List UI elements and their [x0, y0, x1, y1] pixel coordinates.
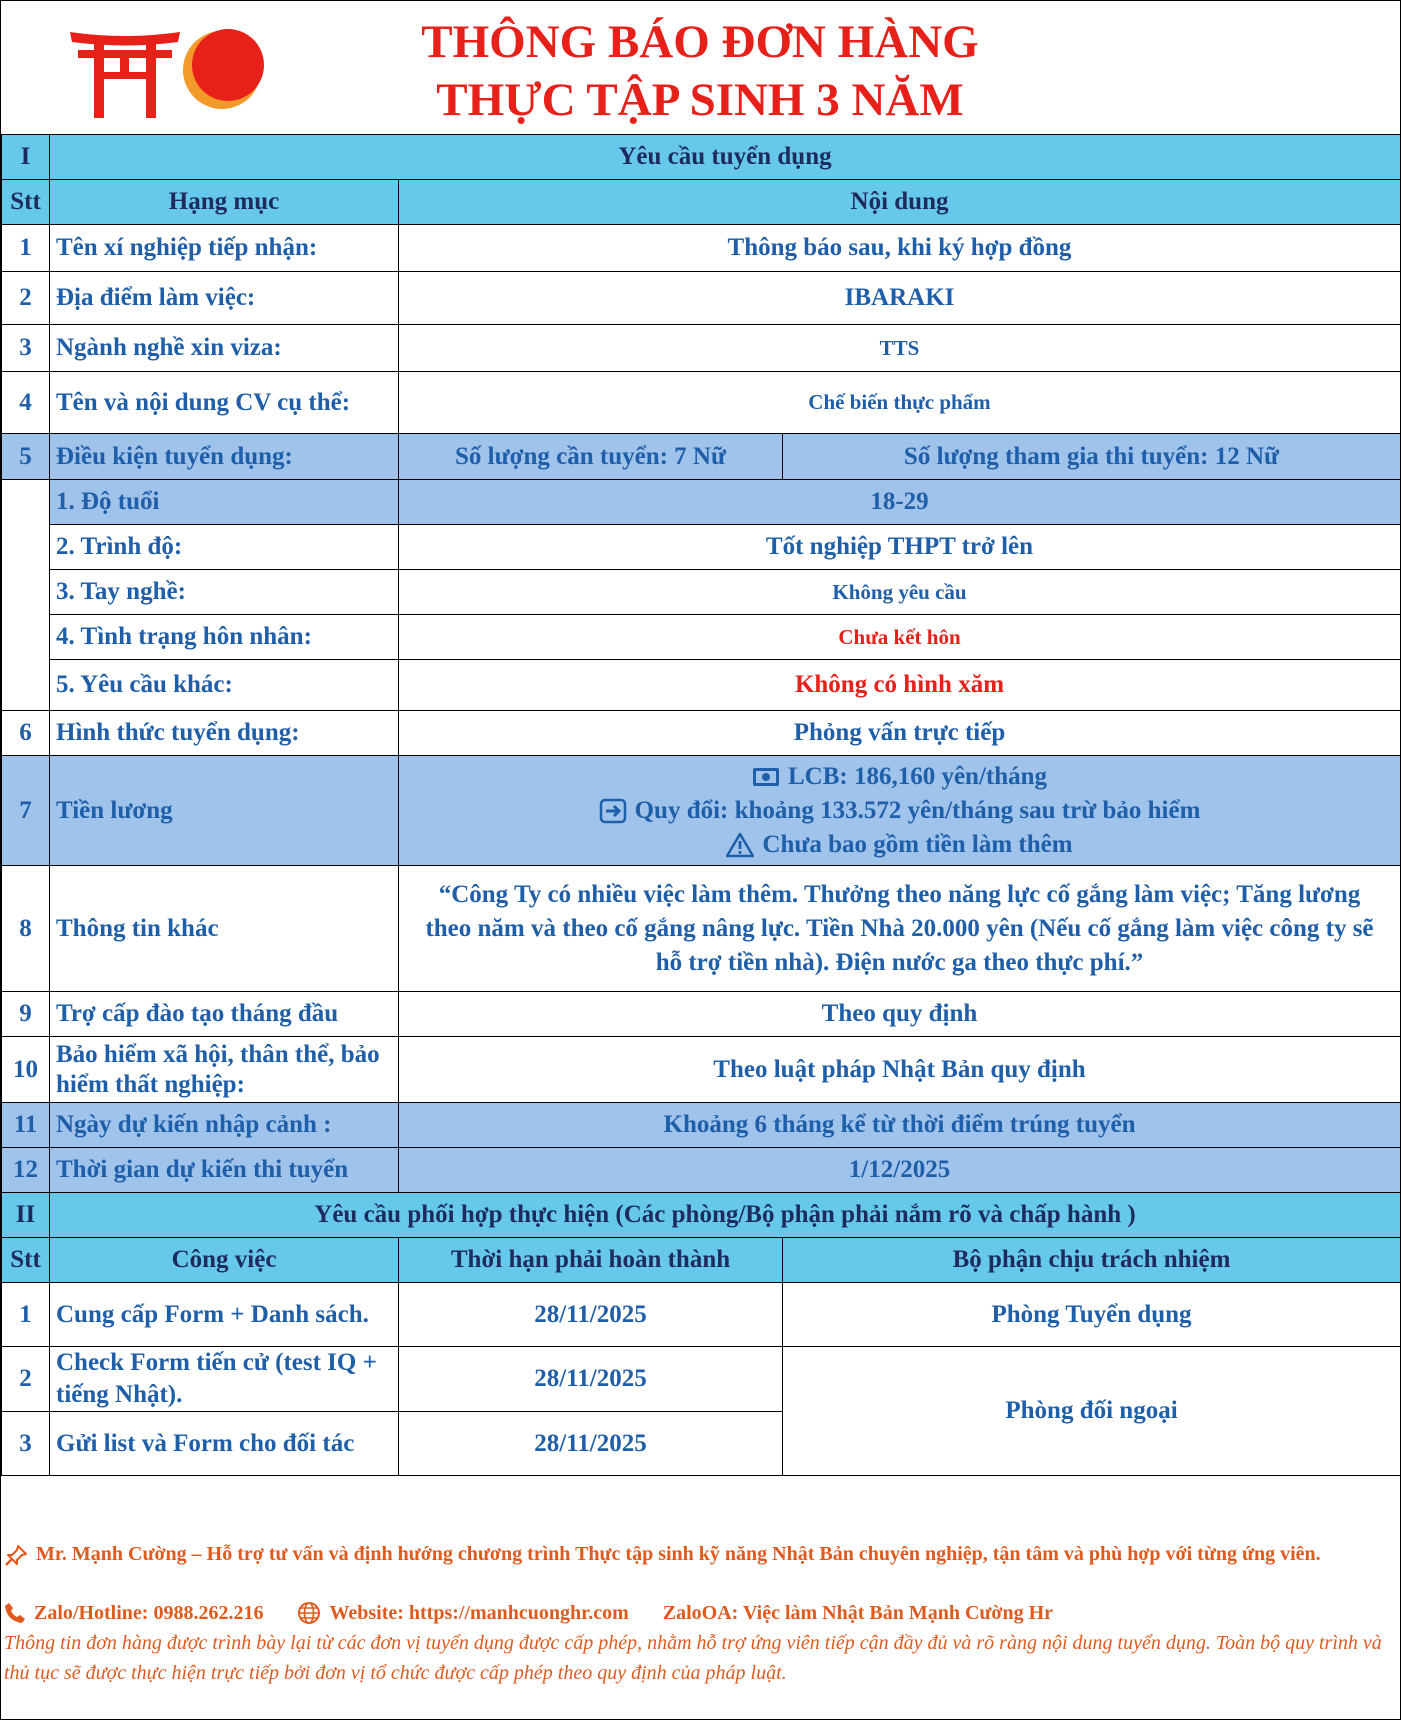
row-label: Thời gian dự kiến thi tuyển	[50, 1148, 399, 1193]
row-label: Tên và nội dung CV cụ thể:	[50, 372, 399, 434]
condition-label: 5. Yêu cầu khác:	[50, 660, 399, 711]
row-stt: 3	[2, 1412, 50, 1476]
footer-disclaimer: Thông tin đơn hàng được trình bày lại từ các đơn vị tuyển dụng được cấp phép, nhằm hỗ trợ ứng viên tiếp cận đầy đủ và rõ ràng nội dung tuyển dụng. Toàn bộ quy trình và thủ tục sẽ được thực hiện trực tiếp bởi đơn vị tổ chức được cấp phép theo quy định của pháp luật.	[4, 1632, 1382, 1684]
task: Cung cấp Form + Danh sách.	[50, 1283, 399, 1347]
row-stt: 7	[2, 756, 50, 866]
salary-line	[405, 760, 1394, 794]
row-stt: 4	[2, 372, 50, 434]
row-value: Khoảng 6 tháng kể từ thời điểm trúng tuyển	[399, 1103, 1401, 1148]
page-title-line2: THỰC TẬP SINH 3 NĂM	[436, 74, 964, 126]
row-stt: 1	[2, 225, 50, 272]
footer-contacts	[4, 1599, 1394, 1627]
table-row	[2, 1037, 1401, 1103]
condition-value: 18-29	[399, 480, 1401, 525]
condition-value: Không có hình xăm	[399, 660, 1401, 711]
col-stt: Stt	[2, 1238, 50, 1283]
section-number: I	[2, 135, 50, 180]
row-stt: 10	[2, 1037, 50, 1103]
order-table	[1, 134, 1401, 1476]
row-label: Thông tin khác	[50, 866, 399, 992]
table-row	[2, 866, 1401, 992]
row-stt: 1	[2, 1283, 50, 1347]
condition-item	[2, 525, 1401, 570]
task-row	[2, 1347, 1401, 1412]
quantity-exam: Số lượng tham gia thi tuyển: 12 Nữ	[783, 434, 1401, 480]
condition-value: Tốt nghiệp THPT trở lên	[399, 525, 1401, 570]
row-value: IBARAKI	[399, 272, 1401, 325]
condition-label: 3. Tay nghề:	[50, 570, 399, 615]
column-header-row	[2, 180, 1401, 225]
row-stt: 2	[2, 1347, 50, 1412]
row-label: Tên xí nghiệp tiếp nhận:	[50, 225, 399, 272]
col-task: Công việc	[50, 1238, 399, 1283]
salary-converted: Quy đổi: khoảng 133.572 yên/tháng sau trừ bảo hiểm	[634, 796, 1201, 824]
col-content: Nội dung	[399, 180, 1401, 225]
section2-header	[2, 1193, 1401, 1238]
footer-intro	[4, 1540, 1394, 1568]
table-row	[2, 225, 1401, 272]
phone-icon	[4, 1602, 26, 1624]
salary-note: Chưa bao gồm tiền làm thêm	[762, 830, 1073, 858]
row-stt-empty	[2, 480, 50, 711]
hotline: Zalo/Hotline: 0988.262.216	[34, 1601, 264, 1624]
table-row	[2, 711, 1401, 756]
row-label: Ngành nghề xin viza:	[50, 325, 399, 372]
col-dept: Bộ phận chịu trách nhiệm	[783, 1238, 1401, 1283]
condition-label: 4. Tình trạng hôn nhân:	[50, 615, 399, 660]
task: Gửi list và Form cho đối tác	[50, 1412, 399, 1476]
row-value: Thông báo sau, khi ký hợp đồng	[399, 225, 1401, 272]
row-value: Theo quy định	[399, 992, 1401, 1037]
row-value: 1/12/2025	[399, 1148, 1401, 1193]
quantity-needed: Số lượng cần tuyển: 7 Nữ	[399, 434, 783, 480]
row-stt: 11	[2, 1103, 50, 1148]
logo	[70, 24, 270, 120]
column-header-row	[2, 1238, 1401, 1283]
row-label: Tiền lương	[50, 756, 399, 866]
arrow-right-icon	[599, 798, 627, 824]
section-number: II	[2, 1193, 50, 1238]
deadline: 28/11/2025	[399, 1347, 783, 1412]
row-label: Bảo hiểm xã hội, thân thể, bảo hiểm thất nghiệp:	[50, 1037, 399, 1103]
col-deadline: Thời hạn phải hoàn thành	[399, 1238, 783, 1283]
row-value: TTS	[399, 325, 1401, 372]
department: Phòng đối ngoại	[783, 1347, 1401, 1476]
table-row	[2, 272, 1401, 325]
row-value: Theo luật pháp Nhật Bản quy định	[399, 1037, 1401, 1103]
section1-header	[2, 135, 1401, 180]
department: Phòng Tuyển dụng	[783, 1283, 1401, 1347]
row-stt: 8	[2, 866, 50, 992]
row-label: Trợ cấp đào tạo tháng đầu	[50, 992, 399, 1037]
row-label: Điều kiện tuyển dụng:	[50, 434, 399, 480]
row-stt: 2	[2, 272, 50, 325]
table-row	[2, 325, 1401, 372]
row-stt: 9	[2, 992, 50, 1037]
globe-icon	[297, 1601, 321, 1625]
deadline: 28/11/2025	[399, 1283, 783, 1347]
row-stt: 5	[2, 434, 50, 480]
condition-item	[2, 660, 1401, 711]
row-value: Phỏng vấn trực tiếp	[399, 711, 1401, 756]
table-row	[2, 1103, 1401, 1148]
row-stt: 3	[2, 325, 50, 372]
salary-base: LCB: 186,160 yên/tháng	[787, 762, 1048, 790]
table-row	[2, 992, 1401, 1037]
row-stt: 6	[2, 711, 50, 756]
footer-intro-text: Mr. Mạnh Cường – Hỗ trợ tư vấn và định hướng chương trình Thực tập sinh kỹ năng Nhật Bản chuyên nghiệp, tận tâm và phù hợp với từng ứng viên.	[36, 1543, 1321, 1565]
row-stt: 12	[2, 1148, 50, 1193]
conditions-row	[2, 434, 1401, 480]
salary-line	[405, 794, 1394, 828]
deadline: 28/11/2025	[399, 1412, 783, 1476]
task: Check Form tiến cử (test IQ + tiếng Nhật).	[50, 1347, 399, 1412]
task-row	[2, 1283, 1401, 1347]
condition-label: 1. Độ tuổi	[50, 480, 399, 525]
section-title: Yêu cầu phối hợp thực hiện (Các phòng/Bộ phận phải nắm rõ và chấp hành )	[50, 1193, 1401, 1238]
pin-icon	[4, 1544, 28, 1566]
table-row	[2, 1148, 1401, 1193]
header	[0, 0, 1401, 134]
row-label: Ngày dự kiến nhập cảnh :	[50, 1103, 399, 1148]
website-link[interactable]: Website: https://manhcuonghr.com	[329, 1601, 629, 1624]
row-label: Hình thức tuyển dụng:	[50, 711, 399, 756]
other-info: “Công Ty có nhiều việc làm thêm. Thưởng theo năng lực cố gắng làm việc; Tăng lương theo năm và theo cố gắng nâng lực. Tiền Nhà 20.000 yên (Nếu cố gắng làm việc công ty sẽ hỗ trợ tiền nhà). Điện nước ga theo thực phí.”	[399, 866, 1401, 992]
table-row	[2, 372, 1401, 434]
row-label: Địa điểm làm việc:	[50, 272, 399, 325]
condition-item	[2, 615, 1401, 660]
row-value: Chế biến thực phẩm	[399, 372, 1401, 434]
salary-line	[405, 828, 1394, 862]
salary-value	[399, 756, 1401, 866]
torii-gate-logo	[70, 32, 180, 118]
salary-row	[2, 756, 1401, 866]
zalo-oa: ZaloOA: Việc làm Nhật Bản Mạnh Cường Hr	[662, 1601, 1054, 1624]
section-title: Yêu cầu tuyển dụng	[50, 135, 1401, 180]
condition-item	[2, 570, 1401, 615]
sun-logo	[183, 29, 264, 109]
money-icon	[752, 765, 780, 789]
condition-value: Không yêu cầu	[399, 570, 1401, 615]
page-title-line1: THÔNG BÁO ĐƠN HÀNG	[421, 16, 979, 68]
condition-value: Chưa kết hôn	[399, 615, 1401, 660]
warning-icon	[726, 832, 754, 858]
col-stt: Stt	[2, 180, 50, 225]
condition-item	[2, 480, 1401, 525]
col-item: Hạng mục	[50, 180, 399, 225]
condition-label: 2. Trình độ:	[50, 525, 399, 570]
